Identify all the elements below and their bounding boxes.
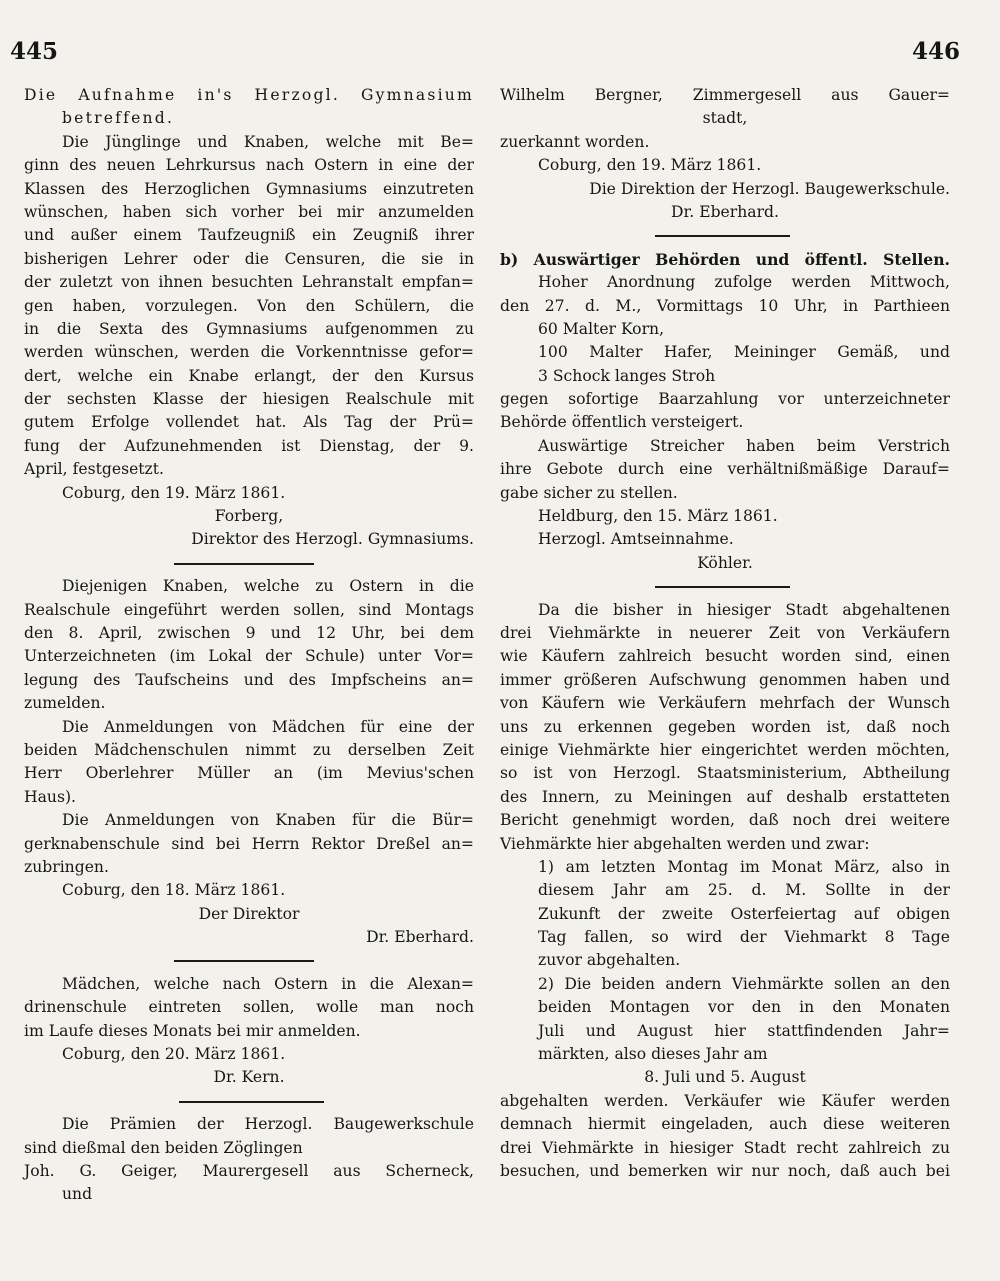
text-line: ihre Gebote durch eine verhältnißmäßige Darauf= <box>500 460 950 479</box>
text-line: Herzogl. Amtseinnahme. <box>538 530 734 549</box>
text-line: märkten, also dieses Jahr am <box>538 1045 768 1064</box>
text-line: Tag fallen, so wird der Viehmarkt 8 Tage <box>538 928 950 947</box>
text-line: April, festgesetzt. <box>24 460 165 479</box>
text-line: beiden Montagen vor den in den Monaten <box>538 998 950 1017</box>
text-line: dert, welche ein Knabe erlangt, der den Kursus <box>24 366 474 385</box>
text-line: Viehmärkte hier abgehalten werden und zwar: <box>500 834 870 853</box>
text-line: einige Viehmärkte hier eingerichtet werden möchten, <box>500 740 950 759</box>
text-line: Die Anmeldungen von Mädchen für eine der <box>62 717 474 736</box>
section-divider <box>500 575 950 598</box>
text-line: bisherigen Lehrer oder die Censuren, die sie in <box>24 249 474 268</box>
text-line: gegen sofortige Baarzahlung vor unterzeichneter <box>500 390 950 409</box>
text-line: Juli und August hier stattfindenden Jahr= <box>538 1021 950 1040</box>
text-line: b) Auswärtiger Behörden und öffentl. Stellen. <box>500 249 950 269</box>
right-column <box>500 84 950 1183</box>
text-line: beiden Mädchenschulen nimmt zu derselben Zeit <box>24 740 474 759</box>
text-line: Behörde öffentlich versteigert. <box>500 413 744 432</box>
section-divider <box>24 949 474 972</box>
left-column <box>24 84 474 1207</box>
text-line: 2) Die beiden andern Viehmärkte sollen an den <box>538 974 950 993</box>
text-line: und außer einem Taufzeugniß ein Zeugniß ihrer <box>24 226 474 245</box>
text-line: 3 Schock langes Stroh <box>538 366 716 385</box>
text-line: Forberg, <box>214 507 284 526</box>
text-line: Herr Oberlehrer Müller an (im Mevius'schen <box>24 764 474 783</box>
text-line: 8. Juli und 5. August <box>644 1068 806 1087</box>
text-line: Die Aufnahme in's Herzogl. Gymnasium <box>24 86 474 104</box>
text-line: Die Prämien der Herzogl. Baugewerkschule <box>62 1115 474 1134</box>
text-line: 60 Malter Korn, <box>538 319 665 338</box>
text-line: Hoher Anordnung zufolge werden Mittwoch, <box>538 273 950 292</box>
text-line: zuerkannt worden. <box>500 132 650 151</box>
text-line: so ist von Herzogl. Staatsministerium, Abtheilung <box>500 764 950 783</box>
text-line: Coburg, den 19. März 1861. <box>62 483 286 502</box>
text-line: Joh. G. Geiger, Maurergesell aus Scherneck, <box>24 1161 474 1180</box>
text-line: 100 Malter Hafer, Meininger Gemäß, und <box>538 343 950 362</box>
page-number-left: 445 <box>10 38 59 65</box>
text-line: uns zu erkennen gegeben worden ist, daß noch <box>500 717 950 736</box>
text-line: drei Viehmärkte in neuerer Zeit von Verkäufern <box>500 623 950 642</box>
text-line: zuvor abgehalten. <box>538 951 681 970</box>
page-number-right: 446 <box>912 38 961 65</box>
text-line: der zuletzt von ihnen besuchten Lehranstalt empfan= <box>24 273 474 292</box>
text-line: Haus). <box>24 787 76 806</box>
text-line: Mädchen, welche nach Ostern in die Alexan= <box>62 974 474 993</box>
text-line: Da die bisher in hiesiger Stadt abgehaltenen <box>538 600 950 619</box>
text-line: Coburg, den 19. März 1861. <box>538 156 762 175</box>
text-line: und <box>62 1185 93 1204</box>
text-line: stadt, <box>702 109 748 128</box>
text-line: Die Direktion der Herzogl. Baugewerkschule. <box>589 179 950 198</box>
section-divider <box>24 552 474 575</box>
text-line: werden wünschen, werden die Vorkenntnisse gefor= <box>24 343 474 362</box>
text-line: der sechsten Klasse der hiesigen Realschule mit <box>24 390 474 409</box>
text-line: demnach hiermit eingeladen, auch diese weiteren <box>500 1115 950 1134</box>
text-line: Auswärtige Streicher haben beim Verstrich <box>538 436 950 455</box>
text-line: Unterzeichneten (im Lokal der Schule) unter Vor= <box>24 647 474 666</box>
text-line: drei Viehmärkte in hiesiger Stadt recht zahlreich zu <box>500 1138 950 1157</box>
text-line: diesem Jahr am 25. d. M. Sollte in der <box>538 881 950 900</box>
text-line: Die Anmeldungen von Knaben für die Bür= <box>62 811 474 830</box>
text-line: gerknabenschule sind bei Herrn Rektor Dreßel an= <box>24 834 474 853</box>
text-line: von Käufern wie Verkäufern mehrfach der Wunsch <box>500 694 950 713</box>
text-line: Klassen des Herzoglichen Gymnasiums einzutreten <box>24 179 474 198</box>
text-line: den 8. April, zwischen 9 und 12 Uhr, bei dem <box>24 623 474 642</box>
text-line: abgehalten werden. Verkäufer wie Käufer werden <box>500 1091 950 1110</box>
text-line: gutem Erfolge vollendet hat. Als Tag der Prü= <box>24 413 474 432</box>
text-line: Köhler. <box>697 553 753 572</box>
text-line: wünschen, haben sich vorher bei mir anzumelden <box>24 202 474 221</box>
text-line: im Laufe dieses Monats bei mir anmelden. <box>24 1021 361 1040</box>
text-line: zumelden. <box>24 694 106 713</box>
text-line: besuchen, und bemerken wir nur noch, daß auch bei <box>500 1161 950 1180</box>
text-line: Dr. Eberhard. <box>366 928 474 947</box>
text-line: sind dießmal den beiden Zöglingen <box>24 1138 303 1157</box>
text-line: wie Käufern zahlreich besucht worden sind, einen <box>500 647 950 666</box>
text-line: zubringen. <box>24 857 109 876</box>
text-line: immer größeren Aufschwung genommen haben und <box>500 670 950 689</box>
text-line: Dr. Eberhard. <box>671 202 779 221</box>
text-line: Bericht genehmigt worden, daß noch drei weitere <box>500 811 950 830</box>
text-line: Direktor des Herzogl. Gymnasiums. <box>191 530 474 549</box>
text-line: des Innern, zu Meiningen auf deshalb erstatteten <box>500 787 950 806</box>
text-line: den 27. d. M., Vormittags 10 Uhr, in Parthieen <box>500 296 950 315</box>
section-divider <box>500 224 950 247</box>
text-line: gabe sicher zu stellen. <box>500 483 678 502</box>
text-line: in die Sexta des Gymnasiums aufgenommen zu <box>24 319 474 338</box>
text-line: gen haben, vorzulegen. Von den Schülern, die <box>24 296 474 315</box>
text-line: ginn des neuen Lehrkursus nach Ostern in eine der <box>24 156 474 175</box>
text-line: Heldburg, den 15. März 1861. <box>538 507 778 526</box>
text-line: Wilhelm Bergner, Zimmergesell aus Gauer= <box>500 86 950 104</box>
text-line: 1) am letzten Montag im Monat März, also in <box>538 857 950 876</box>
text-line: Diejenigen Knaben, welche zu Ostern in die <box>62 577 474 596</box>
text-line: Dr. Kern. <box>213 1068 285 1087</box>
text-line: betreffend. <box>62 109 175 128</box>
text-line: Die Jünglinge und Knaben, welche mit Be= <box>62 132 474 151</box>
text-line: Coburg, den 18. März 1861. <box>62 881 286 900</box>
text-line: Coburg, den 20. März 1861. <box>62 1045 286 1064</box>
text-line: Zukunft der zweite Osterfeiertag auf obigen <box>538 904 950 923</box>
section-divider <box>24 1090 474 1113</box>
text-line: legung des Taufscheins und des Impfscheins an= <box>24 670 474 689</box>
text-line: Realschule eingeführt werden sollen, sind Montags <box>24 600 474 619</box>
text-line: Der Direktor <box>198 904 300 923</box>
text-line: fung der Aufzunehmenden ist Dienstag, der 9. <box>24 436 474 455</box>
text-line: drinenschule eintreten sollen, wolle man noch <box>24 998 474 1017</box>
